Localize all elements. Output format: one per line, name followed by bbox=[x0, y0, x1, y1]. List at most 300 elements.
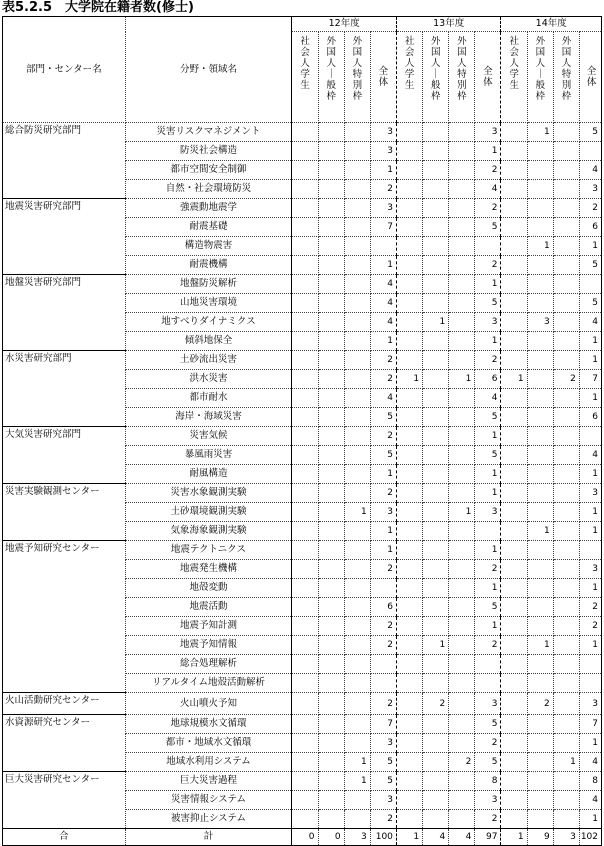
field-name: 海岸・海域災害 bbox=[125, 408, 292, 427]
value-cell bbox=[553, 313, 579, 332]
value-cell bbox=[475, 522, 501, 541]
department-name: 総合防災研究部門 bbox=[3, 123, 126, 199]
value-cell: 1 bbox=[396, 370, 422, 389]
value-cell bbox=[449, 142, 475, 161]
value-cell bbox=[318, 503, 344, 522]
value-cell: 3 bbox=[475, 503, 501, 522]
table-row bbox=[3, 715, 602, 734]
value-cell bbox=[423, 275, 449, 294]
value-cell bbox=[344, 484, 370, 503]
subcol-header: 外 国 人 特 別 枠 bbox=[344, 32, 370, 123]
value-cell bbox=[501, 199, 527, 218]
value-cell bbox=[553, 256, 579, 275]
value-cell bbox=[396, 218, 422, 237]
value-cell bbox=[423, 389, 449, 408]
value-cell bbox=[501, 465, 527, 484]
table-row bbox=[3, 541, 602, 560]
value-cell bbox=[318, 810, 344, 829]
value-cell bbox=[527, 161, 553, 180]
value-cell bbox=[501, 275, 527, 294]
value-cell: 4 bbox=[579, 753, 601, 772]
value-cell bbox=[370, 237, 396, 256]
value-cell bbox=[527, 275, 553, 294]
year-header: 14年度 bbox=[501, 17, 602, 32]
value-cell: 6 bbox=[579, 408, 601, 427]
value-cell bbox=[396, 446, 422, 465]
value-cell bbox=[344, 598, 370, 617]
value-cell: 1 bbox=[475, 541, 501, 560]
value-cell bbox=[553, 503, 579, 522]
value-cell bbox=[423, 791, 449, 810]
value-cell bbox=[370, 655, 396, 674]
value-cell: 2 bbox=[475, 161, 501, 180]
value-cell: 2 bbox=[475, 256, 501, 275]
value-cell bbox=[318, 332, 344, 351]
value-cell: 1 bbox=[475, 332, 501, 351]
value-cell bbox=[396, 522, 422, 541]
value-cell bbox=[292, 715, 318, 734]
field-name: 都市耐水 bbox=[125, 389, 292, 408]
field-name: 火山噴火予知 bbox=[125, 693, 292, 715]
value-cell bbox=[292, 161, 318, 180]
value-cell bbox=[527, 389, 553, 408]
value-cell bbox=[396, 484, 422, 503]
value-cell: 1 bbox=[475, 465, 501, 484]
value-cell bbox=[423, 541, 449, 560]
value-cell bbox=[553, 427, 579, 446]
value-cell: 1 bbox=[370, 465, 396, 484]
value-cell bbox=[396, 161, 422, 180]
value-cell: 5 bbox=[475, 408, 501, 427]
value-cell: 2 bbox=[370, 351, 396, 370]
value-cell bbox=[553, 275, 579, 294]
value-cell bbox=[501, 142, 527, 161]
value-cell bbox=[553, 674, 579, 693]
value-cell bbox=[396, 560, 422, 579]
value-cell bbox=[527, 734, 553, 753]
value-cell bbox=[553, 446, 579, 465]
department-name: 火山活動研究センター bbox=[3, 693, 126, 715]
value-cell bbox=[579, 142, 601, 161]
value-cell bbox=[318, 465, 344, 484]
value-cell bbox=[292, 275, 318, 294]
value-cell bbox=[344, 142, 370, 161]
value-cell bbox=[318, 294, 344, 313]
value-cell: 8 bbox=[579, 772, 601, 791]
value-cell: 2 bbox=[475, 199, 501, 218]
value-cell bbox=[553, 351, 579, 370]
value-cell bbox=[553, 465, 579, 484]
value-cell bbox=[449, 294, 475, 313]
field-name: 土砂流出災害 bbox=[125, 351, 292, 370]
value-cell: 1 bbox=[475, 142, 501, 161]
subcol-header: 外 国 人 特 別 枠 bbox=[449, 32, 475, 123]
value-cell bbox=[344, 180, 370, 199]
value-cell: 3 bbox=[475, 791, 501, 810]
value-cell bbox=[292, 693, 318, 715]
value-cell: 1 bbox=[579, 465, 601, 484]
value-cell: 5 bbox=[579, 256, 601, 275]
value-cell bbox=[292, 389, 318, 408]
value-cell bbox=[449, 693, 475, 715]
value-cell: 5 bbox=[475, 294, 501, 313]
value-cell bbox=[318, 446, 344, 465]
total-value-cell: 4 bbox=[423, 829, 449, 846]
value-cell: 1 bbox=[475, 427, 501, 446]
value-cell bbox=[318, 598, 344, 617]
field-name: 洪水災害 bbox=[125, 370, 292, 389]
value-cell bbox=[423, 180, 449, 199]
subcol-header: 社 会 人 学 生 bbox=[501, 32, 527, 123]
value-cell: 1 bbox=[475, 579, 501, 598]
subcol-header: 社 会 人 学 生 bbox=[396, 32, 422, 123]
value-cell: 4 bbox=[370, 389, 396, 408]
value-cell: 1 bbox=[344, 772, 370, 791]
value-cell bbox=[423, 617, 449, 636]
value-cell bbox=[396, 772, 422, 791]
value-cell: 5 bbox=[475, 598, 501, 617]
value-cell bbox=[423, 351, 449, 370]
value-cell: 1 bbox=[423, 313, 449, 332]
value-cell bbox=[344, 636, 370, 655]
value-cell bbox=[527, 772, 553, 791]
value-cell bbox=[344, 256, 370, 275]
value-cell bbox=[292, 351, 318, 370]
value-cell bbox=[527, 560, 553, 579]
field-name: 地震予知情報 bbox=[125, 636, 292, 655]
value-cell bbox=[527, 408, 553, 427]
department-name: 地震災害研究部門 bbox=[3, 199, 126, 275]
value-cell bbox=[318, 753, 344, 772]
value-cell bbox=[292, 810, 318, 829]
value-cell bbox=[318, 123, 344, 142]
value-cell bbox=[292, 237, 318, 256]
value-cell bbox=[370, 579, 396, 598]
value-cell bbox=[344, 655, 370, 674]
enrollment-table bbox=[2, 16, 602, 846]
value-cell bbox=[501, 810, 527, 829]
field-name: 都市・地域水文循環 bbox=[125, 734, 292, 753]
value-cell bbox=[501, 408, 527, 427]
value-cell bbox=[449, 161, 475, 180]
total-value-cell: 3 bbox=[553, 829, 579, 846]
value-cell bbox=[396, 237, 422, 256]
field-name: 地球規模水文循環 bbox=[125, 715, 292, 734]
value-cell bbox=[396, 351, 422, 370]
value-cell bbox=[527, 351, 553, 370]
value-cell: 2 bbox=[370, 180, 396, 199]
value-cell bbox=[423, 370, 449, 389]
value-cell bbox=[318, 142, 344, 161]
field-name: リアルタイム地殻活動解析 bbox=[125, 674, 292, 693]
value-cell: 1 bbox=[344, 753, 370, 772]
value-cell bbox=[527, 142, 553, 161]
value-cell bbox=[553, 617, 579, 636]
total-value-cell: 97 bbox=[475, 829, 501, 846]
value-cell bbox=[423, 465, 449, 484]
value-cell bbox=[396, 579, 422, 598]
value-cell: 6 bbox=[475, 370, 501, 389]
value-cell bbox=[344, 408, 370, 427]
value-cell bbox=[396, 734, 422, 753]
value-cell bbox=[553, 408, 579, 427]
value-cell bbox=[423, 560, 449, 579]
value-cell: 7 bbox=[579, 370, 601, 389]
value-cell bbox=[553, 598, 579, 617]
value-cell bbox=[501, 180, 527, 199]
value-cell bbox=[318, 237, 344, 256]
value-cell bbox=[370, 674, 396, 693]
value-cell bbox=[553, 332, 579, 351]
value-cell bbox=[344, 294, 370, 313]
value-cell bbox=[449, 199, 475, 218]
value-cell bbox=[318, 541, 344, 560]
value-cell bbox=[318, 617, 344, 636]
value-cell bbox=[396, 636, 422, 655]
value-cell bbox=[527, 674, 553, 693]
field-name: 被害抑止システム bbox=[125, 810, 292, 829]
value-cell: 4 bbox=[370, 313, 396, 332]
value-cell bbox=[423, 674, 449, 693]
value-cell bbox=[423, 142, 449, 161]
value-cell bbox=[449, 408, 475, 427]
year-header: 12年度 bbox=[292, 17, 397, 32]
value-cell bbox=[553, 560, 579, 579]
value-cell: 5 bbox=[475, 715, 501, 734]
value-cell bbox=[527, 579, 553, 598]
value-cell bbox=[449, 579, 475, 598]
year-header: 13年度 bbox=[396, 17, 501, 32]
value-cell bbox=[423, 332, 449, 351]
value-cell bbox=[527, 446, 553, 465]
value-cell bbox=[292, 294, 318, 313]
value-cell bbox=[396, 275, 422, 294]
value-cell bbox=[449, 636, 475, 655]
value-cell bbox=[344, 810, 370, 829]
value-cell: 7 bbox=[370, 715, 396, 734]
value-cell: 1 bbox=[370, 541, 396, 560]
value-cell: 3 bbox=[579, 693, 601, 715]
value-cell: 5 bbox=[475, 446, 501, 465]
value-cell bbox=[475, 655, 501, 674]
value-cell bbox=[553, 810, 579, 829]
department-name: 地盤災害研究部門 bbox=[3, 275, 126, 351]
field-header: 分野・領域名 bbox=[125, 17, 292, 123]
value-cell bbox=[344, 351, 370, 370]
subcol-header: 外 国 人 ｜ 般 枠 bbox=[527, 32, 553, 123]
value-cell: 3 bbox=[370, 791, 396, 810]
value-cell bbox=[501, 791, 527, 810]
value-cell bbox=[344, 674, 370, 693]
value-cell bbox=[501, 636, 527, 655]
value-cell: 4 bbox=[579, 313, 601, 332]
value-cell bbox=[449, 522, 475, 541]
value-cell bbox=[292, 734, 318, 753]
value-cell bbox=[553, 389, 579, 408]
value-cell bbox=[527, 655, 553, 674]
value-cell bbox=[318, 256, 344, 275]
department-name: 水資源研究センター bbox=[3, 715, 126, 772]
value-cell bbox=[344, 123, 370, 142]
value-cell bbox=[292, 218, 318, 237]
value-cell: 1 bbox=[579, 503, 601, 522]
value-cell bbox=[553, 693, 579, 715]
value-cell bbox=[344, 715, 370, 734]
value-cell bbox=[527, 199, 553, 218]
value-cell bbox=[396, 674, 422, 693]
value-cell bbox=[318, 370, 344, 389]
value-cell: 2 bbox=[370, 636, 396, 655]
value-cell: 4 bbox=[370, 275, 396, 294]
value-cell bbox=[527, 332, 553, 351]
value-cell bbox=[292, 427, 318, 446]
value-cell: 5 bbox=[579, 294, 601, 313]
value-cell bbox=[344, 275, 370, 294]
value-cell: 2 bbox=[370, 560, 396, 579]
value-cell bbox=[344, 427, 370, 446]
value-cell bbox=[344, 541, 370, 560]
value-cell bbox=[423, 161, 449, 180]
value-cell bbox=[423, 522, 449, 541]
value-cell bbox=[318, 408, 344, 427]
value-cell bbox=[396, 332, 422, 351]
value-cell bbox=[501, 123, 527, 142]
value-cell: 2 bbox=[370, 810, 396, 829]
subcol-header: 全 体 bbox=[579, 32, 601, 123]
value-cell bbox=[423, 199, 449, 218]
value-cell bbox=[318, 579, 344, 598]
value-cell: 4 bbox=[370, 294, 396, 313]
value-cell: 1 bbox=[475, 275, 501, 294]
value-cell: 1 bbox=[579, 734, 601, 753]
value-cell: 1 bbox=[527, 123, 553, 142]
value-cell bbox=[423, 598, 449, 617]
department-name: 災害実験観測センター bbox=[3, 484, 126, 541]
value-cell bbox=[292, 522, 318, 541]
value-cell bbox=[449, 791, 475, 810]
value-cell bbox=[423, 484, 449, 503]
value-cell bbox=[501, 753, 527, 772]
total-value-cell: 1 bbox=[396, 829, 422, 846]
value-cell bbox=[449, 218, 475, 237]
value-cell bbox=[527, 598, 553, 617]
field-name: 自然・社会環境防災 bbox=[125, 180, 292, 199]
value-cell bbox=[292, 636, 318, 655]
field-name: 地殻変動 bbox=[125, 579, 292, 598]
table-row bbox=[3, 772, 602, 791]
value-cell bbox=[501, 313, 527, 332]
value-cell bbox=[318, 313, 344, 332]
value-cell bbox=[396, 313, 422, 332]
value-cell: 1 bbox=[579, 389, 601, 408]
value-cell bbox=[449, 123, 475, 142]
value-cell bbox=[318, 199, 344, 218]
value-cell bbox=[396, 294, 422, 313]
value-cell bbox=[396, 503, 422, 522]
value-cell bbox=[449, 180, 475, 199]
value-cell: 1 bbox=[579, 351, 601, 370]
value-cell bbox=[292, 791, 318, 810]
value-cell bbox=[423, 810, 449, 829]
subcol-header: 外 国 人 ｜ 般 枠 bbox=[423, 32, 449, 123]
value-cell bbox=[501, 715, 527, 734]
value-cell: 2 bbox=[370, 693, 396, 715]
table-row bbox=[3, 123, 602, 142]
value-cell bbox=[449, 237, 475, 256]
table-row bbox=[3, 427, 602, 446]
value-cell bbox=[553, 791, 579, 810]
value-cell: 3 bbox=[579, 484, 601, 503]
value-cell bbox=[553, 541, 579, 560]
value-cell bbox=[396, 693, 422, 715]
field-name: 地盤防災解析 bbox=[125, 275, 292, 294]
value-cell bbox=[344, 237, 370, 256]
table-row bbox=[3, 351, 602, 370]
value-cell bbox=[344, 370, 370, 389]
value-cell bbox=[579, 427, 601, 446]
value-cell bbox=[449, 541, 475, 560]
value-cell bbox=[396, 655, 422, 674]
value-cell: 1 bbox=[344, 503, 370, 522]
value-cell bbox=[553, 142, 579, 161]
value-cell: 2 bbox=[475, 810, 501, 829]
value-cell bbox=[318, 715, 344, 734]
value-cell bbox=[344, 560, 370, 579]
value-cell bbox=[318, 389, 344, 408]
value-cell: 2 bbox=[370, 617, 396, 636]
value-cell bbox=[292, 503, 318, 522]
value-cell bbox=[292, 332, 318, 351]
value-cell: 3 bbox=[579, 180, 601, 199]
field-name: 地震予知計測 bbox=[125, 617, 292, 636]
value-cell: 7 bbox=[370, 218, 396, 237]
field-name: 強震動地震学 bbox=[125, 199, 292, 218]
value-cell: 1 bbox=[370, 256, 396, 275]
value-cell bbox=[501, 446, 527, 465]
value-cell bbox=[396, 408, 422, 427]
value-cell bbox=[579, 674, 601, 693]
value-cell bbox=[344, 617, 370, 636]
value-cell bbox=[292, 560, 318, 579]
value-cell bbox=[501, 772, 527, 791]
field-name: 山地災害環境 bbox=[125, 294, 292, 313]
value-cell: 3 bbox=[370, 734, 396, 753]
value-cell bbox=[318, 180, 344, 199]
value-cell: 1 bbox=[527, 237, 553, 256]
value-cell: 1 bbox=[579, 522, 601, 541]
value-cell bbox=[501, 503, 527, 522]
value-cell bbox=[501, 734, 527, 753]
value-cell bbox=[553, 655, 579, 674]
value-cell bbox=[292, 772, 318, 791]
value-cell bbox=[527, 427, 553, 446]
value-cell bbox=[396, 465, 422, 484]
total-value-cell: 102 bbox=[579, 829, 601, 846]
value-cell: 6 bbox=[579, 218, 601, 237]
value-cell bbox=[501, 161, 527, 180]
value-cell bbox=[527, 180, 553, 199]
value-cell: 5 bbox=[475, 218, 501, 237]
value-cell bbox=[318, 636, 344, 655]
value-cell: 1 bbox=[527, 636, 553, 655]
value-cell: 3 bbox=[370, 142, 396, 161]
value-cell bbox=[527, 218, 553, 237]
value-cell bbox=[292, 579, 318, 598]
value-cell bbox=[501, 598, 527, 617]
value-cell bbox=[449, 275, 475, 294]
value-cell bbox=[292, 313, 318, 332]
value-cell bbox=[423, 655, 449, 674]
